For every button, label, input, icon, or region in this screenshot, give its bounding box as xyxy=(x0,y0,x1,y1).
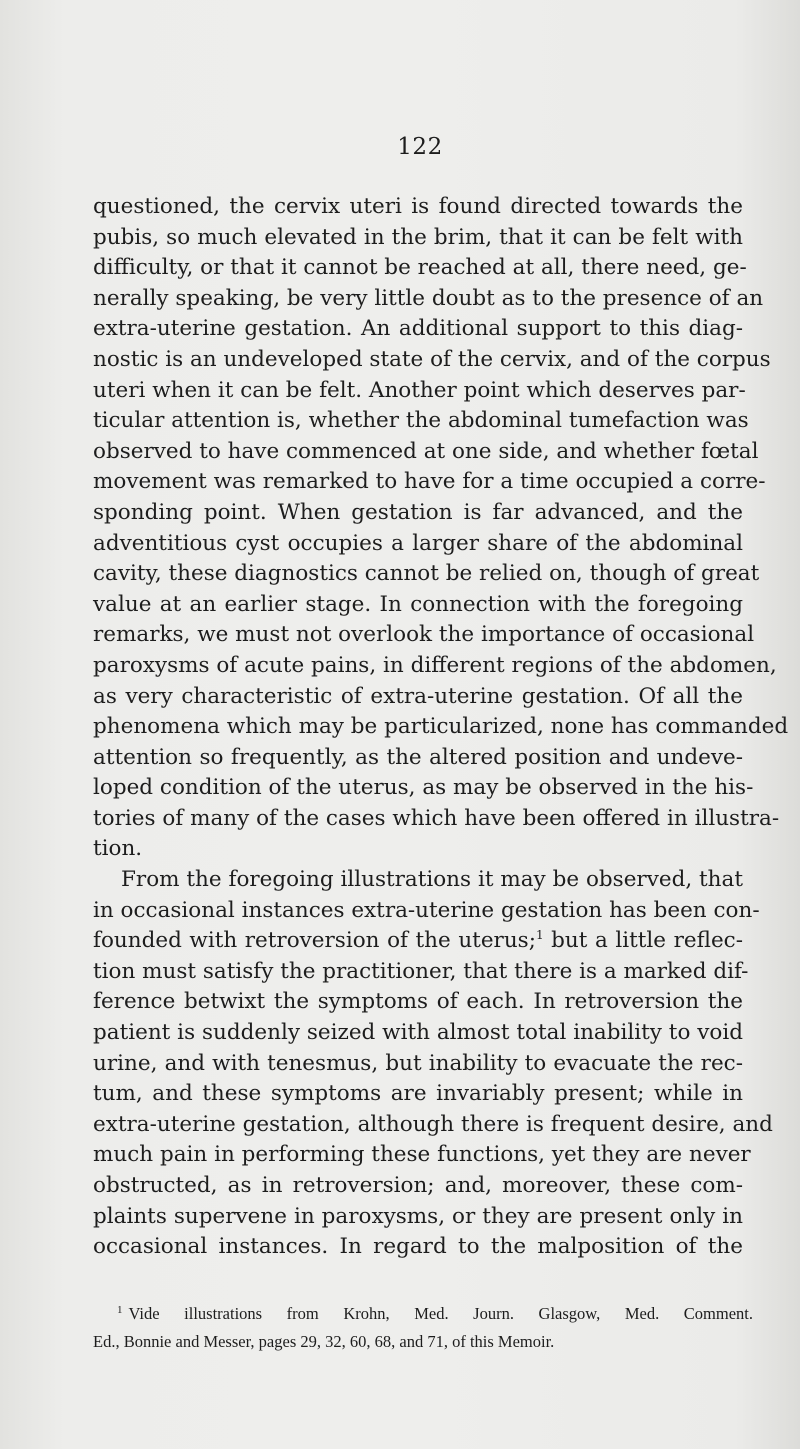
text-line: patient is suddenly seized with almost total inability to void xyxy=(93,1020,743,1046)
text-line: extra-uterine gestation. An additional support to this diag- xyxy=(93,316,743,342)
text-line: loped condition of the uterus, as may be observed in the his- xyxy=(93,775,754,801)
text-line: cavity, these diagnostics cannot be relied on, though of great xyxy=(93,561,760,587)
text-segment: but a little reflec- xyxy=(543,928,743,954)
text-line: movement was remarked to have for a time occupied a corre- xyxy=(93,469,766,495)
footnote-marker: 1 xyxy=(117,1304,123,1316)
text-line: paroxysms of acute pains, in different regions of the abdomen, xyxy=(93,652,777,678)
text-line: occasional instances. In regard to the malposition of the xyxy=(93,1234,743,1260)
text-line: sponding point. When gestation is far advanced, and the xyxy=(93,499,743,525)
text-line: nerally speaking, be very little doubt as to the presence of an xyxy=(93,285,764,311)
text-line: difficulty, or that it cannot be reached at all, there need, ge- xyxy=(93,255,747,281)
text-line: plaints supervene in paroxysms, or they are present only in xyxy=(93,1203,743,1229)
text-line: From the foregoing illustrations it may be observed, that xyxy=(121,867,743,893)
text-line: tories of many of the cases which have been offered in illustra- xyxy=(93,805,780,831)
text-segment: founded with retroversion of the uterus; xyxy=(93,928,536,954)
footnote-text: Vide illustrations from Krohn, Med. Journ. Glasgow, Med. Comment. xyxy=(128,1304,753,1323)
text-line: phenomena which may be particularized, none has commanded xyxy=(93,714,789,740)
text-line: remarks, we must not overlook the importance of occasional xyxy=(93,622,755,648)
text-line: tion must satisfy the practitioner, that there is a marked dif- xyxy=(93,958,749,984)
text-line: nostic is an undeveloped state of the cervix, and of the corpus xyxy=(93,346,771,372)
text-line: attention so frequently, as the altered position and undeve- xyxy=(93,744,743,770)
text-line: in occasional instances extra-uterine gestation has been con- xyxy=(93,897,760,923)
text-line: obstructed, as in retroversion; and, moreover, these com- xyxy=(93,1173,743,1198)
text-line: questioned, the cervix uteri is found directed towards the xyxy=(93,194,743,219)
text-line: pubis, so much elevated in the brim, that it can be felt with xyxy=(93,224,743,250)
body-text xyxy=(93,192,789,1263)
text-line: adventitious cyst occupies a larger share of the abdominal xyxy=(93,530,743,556)
text-line: ticular attention is, whether the abdominal tumefaction was xyxy=(93,408,749,434)
text-line: urine, and with tenesmus, but inability to evacuate the rec- xyxy=(93,1050,743,1076)
footnote-line xyxy=(93,1300,753,1328)
text-line: as very characteristic of extra-uterine gestation. Of all the xyxy=(93,683,743,709)
text-line: observed to have commenced at one side, and whether fœtal xyxy=(93,438,759,464)
footnote xyxy=(93,1300,753,1356)
text-line: extra-uterine gestation, although there is frequent desire, and xyxy=(93,1111,773,1137)
footnote-line: Ed., Bonnie and Messer, pages 29, 32, 60, 68, and 71, of this Memoir. xyxy=(93,1332,555,1351)
text-line: ference betwixt the symptoms of each. In retroversion the xyxy=(93,989,743,1015)
text-line: value at an earlier stage. In connection with the foregoing xyxy=(93,591,743,617)
text-line: uteri when it can be felt. Another point which deserves par- xyxy=(93,377,746,403)
footnote-reference[interactable]: 1 xyxy=(535,928,544,943)
text-line-with-footnote-ref xyxy=(93,926,743,957)
text-line: much pain in performing these functions, yet they are never xyxy=(93,1142,751,1168)
text-line: tum, and these symptoms are invariably present; while in xyxy=(93,1081,743,1107)
page-number: 122 xyxy=(397,134,443,160)
text-line: tion. xyxy=(93,836,143,862)
